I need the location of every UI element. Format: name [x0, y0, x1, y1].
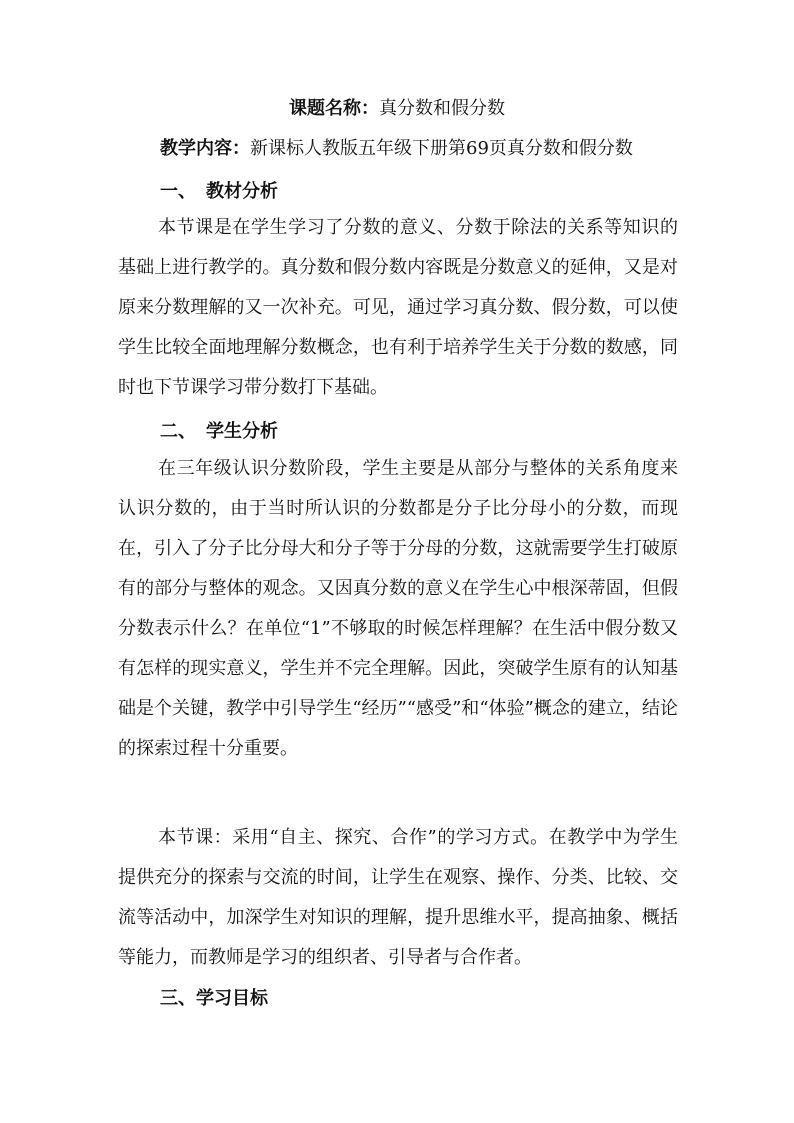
section-heading-student-analysis: [160, 418, 278, 446]
learning-method-paragraph: 本节课：采用“自主、探究、合作”的学习方式。在教学中为学生提供充分的探索与交流的时间，让学生在观察、操作、分类、比较、交流等活动中，加深学生对知识的理解，提升思维水平，提高抽象、概括等能力，而教师是学习的组织者、引导者与合作者。: [118, 827, 678, 968]
lesson-title-text: 真分数和假分数: [379, 98, 505, 119]
section-number: 一、: [160, 181, 196, 202]
section-heading-learning-goals: [160, 985, 268, 1013]
section-heading-textbook-analysis: [160, 178, 278, 206]
textbook-analysis-paragraph: 本节课是在学生学习了分数的意义、分数于除法的关系等知识的基础上进行教学的。真分数和假分数内容既是分数意义的延伸，又是对原来分数理解的又一次补充。可见，通过学习真分数、假分数，可以使学生比较全面地理解分数概念，也有利于培养学生关于分数的数感，同时也下节课学习带分数打下基础。: [118, 217, 678, 398]
student-analysis-paragraph: 在三年级认识分数阶段，学生主要是从部分与整体的关系角度来认识分数的，由于当时所认识的分数都是分子比分母小的分数，而现在，引入了分子比分母大和分子等于分母的分数，这就需要学生打破原有的部分与整体的观念。又因真分数的意义在学生心中根深蒂固，但假分数表示什么？在单位“1”不够取的时候怎样理解？在生活中假分数又有怎样的现实意义，学生并不完全理解。因此，突破学生原有的认知基础是个关键，教学中引导学生“经历”“感受”和“体验”概念的建立，结论的探索过程十分重要。: [118, 458, 678, 759]
section-heading-text: 学生分析: [206, 421, 278, 442]
section-number: 二、: [160, 421, 196, 442]
teaching-content: [160, 135, 633, 163]
section-heading-text: 教材分析: [206, 181, 278, 202]
teaching-content-text: 新课标人教版五年级下册第69页真分数和假分数: [250, 138, 633, 159]
section-heading-text: 三、学习目标: [160, 988, 268, 1009]
teaching-content-label: 教学内容：: [160, 138, 250, 159]
lesson-title-label: 课题名称：: [289, 98, 379, 119]
lesson-title: [0, 95, 794, 123]
